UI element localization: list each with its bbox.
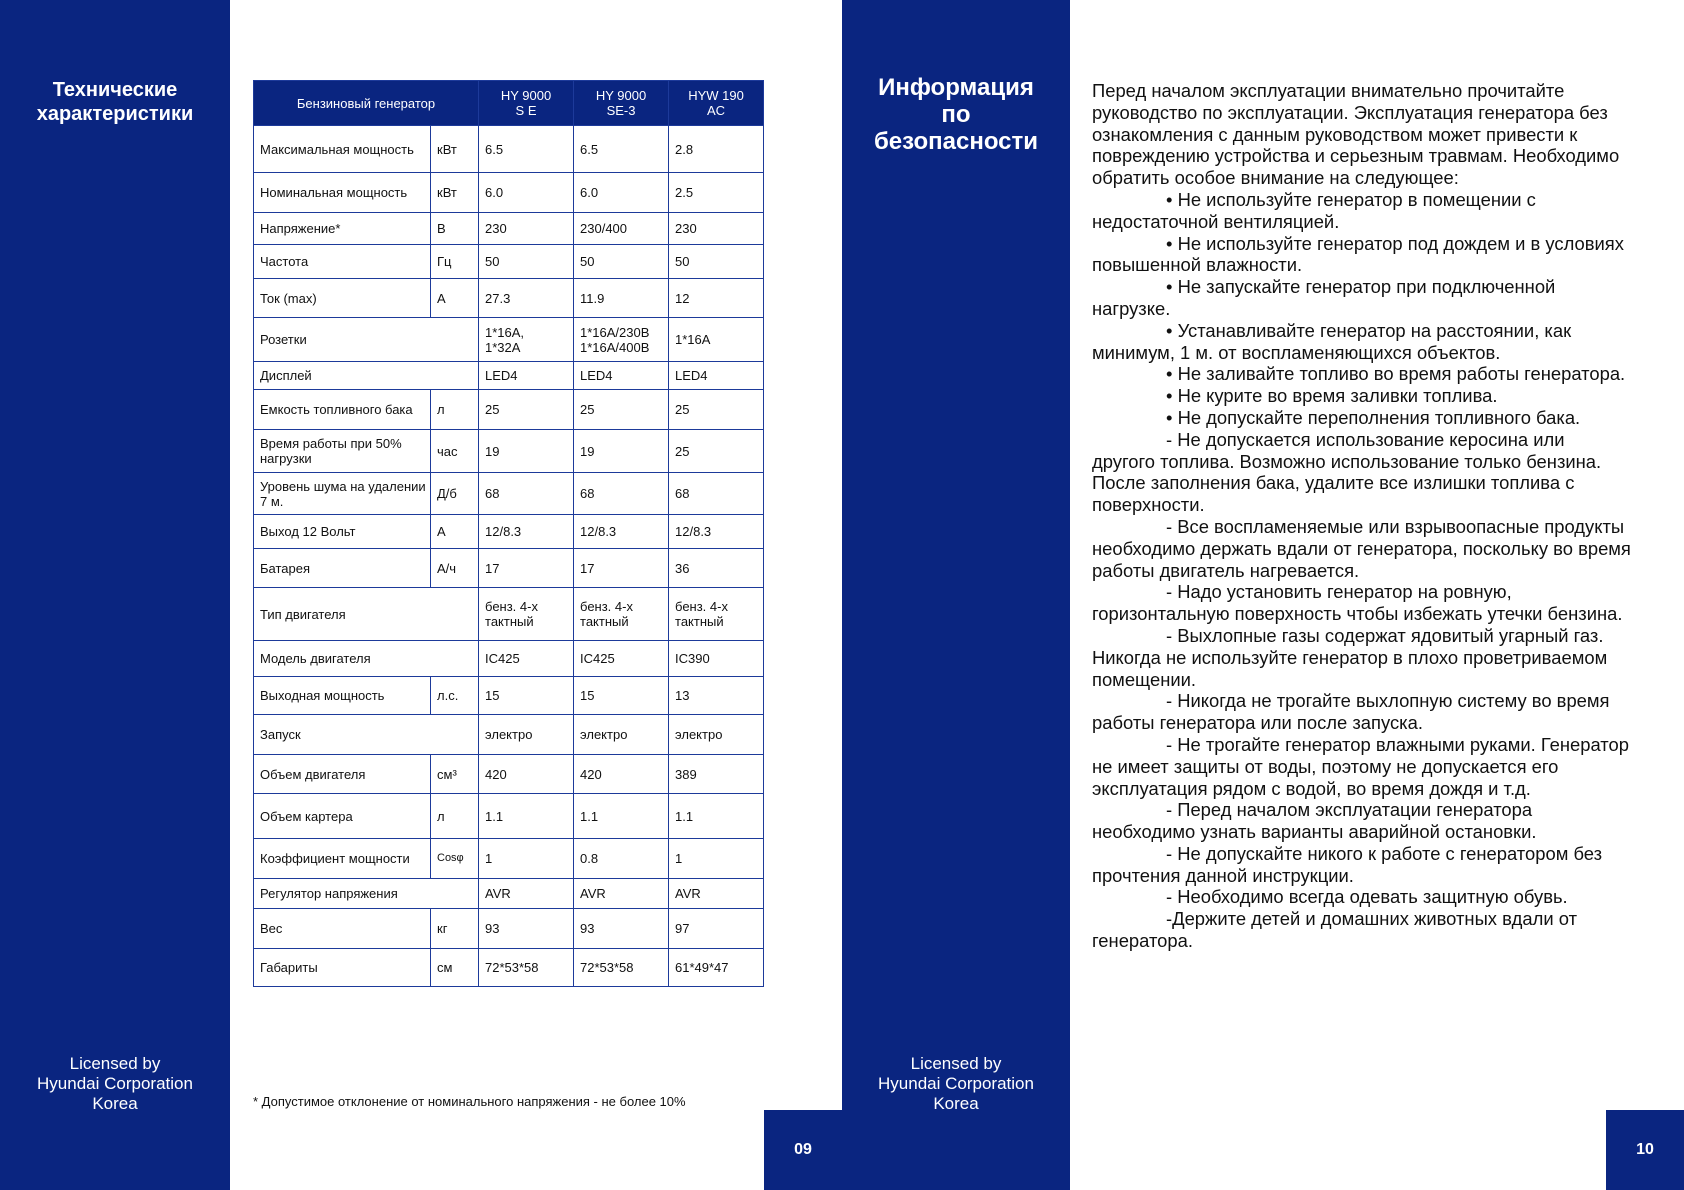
value-cell: 61*49*47 (669, 949, 764, 987)
bullet-text: Не допускайте переполнения топливного бака. (1177, 406, 1581, 428)
value-cell: 19 (574, 430, 669, 473)
value-cell: 19 (479, 430, 574, 473)
value-cell: 50 (479, 245, 574, 279)
safety-bullet (1092, 363, 1632, 385)
table-header-row (254, 81, 764, 126)
safety-rules (1092, 429, 1632, 952)
license-line: Hyundai Corporation (37, 1074, 193, 1093)
table-row (254, 949, 764, 987)
param-cell: Частота (254, 245, 431, 279)
param-cell: Коэффициент мощности (254, 839, 431, 879)
value-cell: 27.3 (479, 279, 574, 318)
title-line: по (941, 101, 971, 128)
value-cell: 1*16А/230В 1*16А/400В (574, 318, 669, 362)
table-row (254, 245, 764, 279)
title-line: Технические (52, 79, 178, 101)
value-cell: 12/8.3 (574, 515, 669, 549)
safety-bullet (1092, 233, 1632, 277)
unit-cell: л (431, 390, 479, 430)
param-cell: Запуск (254, 715, 479, 755)
param-cell: Выход 12 Вольт (254, 515, 431, 549)
license-line: Hyundai Corporation (878, 1074, 1034, 1093)
table-row (254, 126, 764, 173)
bullet-text: Устанавливайте генератор на расстоянии, как минимум, 1 м. от воспламеняющихся объектов. (1092, 319, 1572, 363)
bullet-text: Не запускайте генератор при подключенной нагрузке. (1092, 276, 1556, 319)
value-cell: электро (574, 715, 669, 755)
bullet-dot-icon: • (1166, 188, 1178, 210)
safety-rule (1092, 516, 1632, 581)
safety-rule (1092, 690, 1632, 734)
param-cell: Батарея (254, 549, 431, 588)
value-cell: 12 (669, 279, 764, 318)
param-cell: Тип двигателя (254, 588, 479, 641)
param-cell: Объем двигателя (254, 755, 431, 794)
value-cell: LED4 (669, 362, 764, 390)
value-cell: LED4 (479, 362, 574, 390)
value-cell: 230 (669, 213, 764, 245)
table-row (254, 279, 764, 318)
value-cell: 25 (669, 390, 764, 430)
right-sidebar (842, 0, 1070, 1190)
rule-text: - Перед началом эксплуатации генератора необходимо узнать варианты аварийной остановки. (1092, 799, 1537, 843)
table-row (254, 839, 764, 879)
value-cell: 17 (479, 549, 574, 588)
safety-rule (1092, 429, 1632, 516)
value-cell: 12/8.3 (479, 515, 574, 549)
param-cell: Габариты (254, 949, 431, 987)
table-row (254, 715, 764, 755)
unit-cell: А/ч (431, 549, 479, 588)
value-cell: 25 (479, 390, 574, 430)
bullet-dot-icon: • (1166, 232, 1178, 254)
table-row (254, 473, 764, 515)
bullet-dot-icon: • (1166, 319, 1178, 341)
table-row (254, 909, 764, 949)
page-number: 10 (1606, 1110, 1684, 1190)
table-row (254, 173, 764, 213)
table-row (254, 794, 764, 839)
value-cell: 389 (669, 755, 764, 794)
unit-cell: см (431, 949, 479, 987)
safety-rule (1092, 625, 1632, 690)
value-cell: 1 (479, 839, 574, 879)
value-cell: 230/400 (574, 213, 669, 245)
spec-table (253, 80, 764, 987)
unit-cell: л.с. (431, 677, 479, 715)
bullet-text: Не заливайте топливо во время работы генератора. (1177, 363, 1626, 385)
title-line: характеристики (36, 103, 194, 125)
value-cell: 6.5 (574, 126, 669, 173)
value-cell: 420 (479, 755, 574, 794)
bullet-dot-icon: • (1166, 385, 1178, 407)
value-cell: IC425 (479, 641, 574, 677)
table-row (254, 430, 764, 473)
unit-cell: кВт (431, 126, 479, 173)
safety-bullet (1092, 320, 1632, 364)
value-cell: AVR (479, 879, 574, 909)
param-cell: Время работы при 50% нагрузки (254, 430, 431, 473)
license-line: Licensed by (69, 1054, 161, 1073)
bullet-text: Не курите во время заливки топлива. (1177, 385, 1498, 407)
rule-text: - Не допускайте никого к работе с генератором без прочтения данной инструкции. (1092, 842, 1603, 886)
safety-rule (1092, 581, 1632, 625)
rule-text: - Не допускается использование керосина или другого топлива. Возможно использование только бензина. После заполнения бака, удалите все излишки топлива с поверхности. (1092, 428, 1602, 516)
value-cell: электро (669, 715, 764, 755)
value-cell: LED4 (574, 362, 669, 390)
value-cell: 1.1 (479, 794, 574, 839)
table-row (254, 515, 764, 549)
safety-bullets (1092, 189, 1632, 429)
license-line: Korea (933, 1094, 979, 1113)
value-cell: 50 (669, 245, 764, 279)
value-cell: 15 (479, 677, 574, 715)
license-line: Korea (92, 1094, 138, 1113)
value-cell: 13 (669, 677, 764, 715)
value-cell: 68 (574, 473, 669, 515)
value-cell: 72*53*58 (479, 949, 574, 987)
param-cell: Емкость топливного бака (254, 390, 431, 430)
page-number: 09 (764, 1110, 842, 1190)
left-page-title (0, 78, 230, 126)
safety-rule (1092, 908, 1632, 952)
value-cell: 2.5 (669, 173, 764, 213)
table-header-cell: HYW 190 AC (669, 81, 764, 126)
value-cell: AVR (669, 879, 764, 909)
value-cell: 25 (574, 390, 669, 430)
safety-rule (1092, 734, 1632, 799)
param-cell: Напряжение* (254, 213, 431, 245)
value-cell: 6.0 (479, 173, 574, 213)
value-cell: бенз. 4-х тактный (574, 588, 669, 641)
table-row (254, 362, 764, 390)
table-row (254, 213, 764, 245)
value-cell: 93 (479, 909, 574, 949)
param-cell: Уровень шума на удалении 7 м. (254, 473, 431, 515)
value-cell: 1 (669, 839, 764, 879)
param-cell: Вес (254, 909, 431, 949)
table-row (254, 879, 764, 909)
param-cell: Розетки (254, 318, 479, 362)
value-cell: 68 (479, 473, 574, 515)
unit-cell: А (431, 279, 479, 318)
param-cell: Модель двигателя (254, 641, 479, 677)
param-cell: Номинальная мощность (254, 173, 431, 213)
value-cell: 1*16А, 1*32А (479, 318, 574, 362)
unit-cell: Гц (431, 245, 479, 279)
bullet-dot-icon: • (1166, 406, 1178, 428)
value-cell: 11.9 (574, 279, 669, 318)
safety-bullet (1092, 276, 1632, 320)
value-cell: 2.8 (669, 126, 764, 173)
safety-text (1092, 80, 1632, 952)
unit-cell: кВт (431, 173, 479, 213)
unit-cell: час (431, 430, 479, 473)
safety-rule (1092, 843, 1632, 887)
table-row (254, 318, 764, 362)
table-header-cell: Бензиновый генератор (254, 81, 479, 126)
right-page-title (842, 74, 1070, 155)
value-cell: IC425 (574, 641, 669, 677)
safety-rule (1092, 799, 1632, 843)
unit-cell: В (431, 213, 479, 245)
value-cell: 15 (574, 677, 669, 715)
value-cell: бенз. 4-х тактный (479, 588, 574, 641)
unit-cell: Cosφ (431, 839, 479, 879)
value-cell: 1.1 (574, 794, 669, 839)
table-row (254, 390, 764, 430)
table-row (254, 549, 764, 588)
rule-text: - Надо установить генератор на ровную, горизонтальную поверхность чтобы избежать утечки бензина. (1092, 581, 1623, 625)
value-cell: 0.8 (574, 839, 669, 879)
value-cell: 6.5 (479, 126, 574, 173)
safety-rule (1092, 886, 1632, 908)
license-text (842, 1054, 1070, 1114)
title-line: Информация (878, 74, 1034, 101)
param-cell: Дисплей (254, 362, 479, 390)
value-cell: AVR (574, 879, 669, 909)
table-row (254, 641, 764, 677)
table-row (254, 588, 764, 641)
value-cell: 1*16А (669, 318, 764, 362)
license-line: Licensed by (910, 1054, 1002, 1073)
value-cell: 17 (574, 549, 669, 588)
title-line: безопасности (873, 128, 1039, 155)
rule-text: - Не трогайте генератор влажными руками. Генератор не имеет защиты от воды, поэтому не допускается его эксплуатация рядом с водой, во время дождя и т.д. (1092, 733, 1629, 799)
table-header-cell: HY 9000 S E (479, 81, 574, 126)
rule-text: -Держите детей и домашних животных вдали от генератора. (1092, 908, 1577, 952)
param-cell: Регулятор напряжения (254, 879, 479, 909)
param-cell: Максимальная мощность (254, 126, 431, 173)
safety-bullet (1092, 407, 1632, 429)
bullet-dot-icon: • (1166, 276, 1178, 298)
safety-intro: Перед началом эксплуатации внимательно прочитайте руководство по эксплуатации. Эксплуатация генератора без ознакомления с данным руководством может привести к повреждению устройства и серьезным травмам. Необходимо обратить особое внимание на следующее: (1092, 80, 1620, 189)
value-cell: 93 (574, 909, 669, 949)
bullet-text: Не используйте генератор под дождем и в условиях повышенной влажности. (1092, 232, 1624, 276)
rule-text: - Никогда не трогайте выхлопную систему во время работы генератора или после запуска. (1092, 690, 1610, 734)
table-row (254, 755, 764, 794)
unit-cell: А (431, 515, 479, 549)
rule-text: - Все воспламеняемые или взрывоопасные продукты необходимо держать вдали от генератора, поскольку во время работы двигатель нагревается. (1092, 515, 1631, 581)
value-cell: бенз. 4-х тактный (669, 588, 764, 641)
unit-cell: кг (431, 909, 479, 949)
value-cell: 12/8.3 (669, 515, 764, 549)
unit-cell: л (431, 794, 479, 839)
value-cell: IC390 (669, 641, 764, 677)
table-row (254, 677, 764, 715)
table-header-cell: HY 9000 SE-3 (574, 81, 669, 126)
value-cell: 230 (479, 213, 574, 245)
value-cell: 50 (574, 245, 669, 279)
rule-text: - Необходимо всегда одевать защитную обувь. (1166, 886, 1568, 908)
rule-text: - Выхлопные газы содержат ядовитый угарный газ. Никогда не используйте генератор в плохо проветриваемом помещении. (1092, 624, 1608, 690)
safety-bullet (1092, 189, 1632, 233)
footnote: * Допустимое отклонение от номинального напряжения - не более 10% (253, 1094, 686, 1109)
value-cell: 72*53*58 (574, 949, 669, 987)
value-cell: 420 (574, 755, 669, 794)
left-sidebar (0, 0, 230, 1190)
value-cell: 97 (669, 909, 764, 949)
value-cell: 6.0 (574, 173, 669, 213)
safety-bullet (1092, 385, 1632, 407)
param-cell: Ток (max) (254, 279, 431, 318)
param-cell: Объем картера (254, 794, 431, 839)
value-cell: 1.1 (669, 794, 764, 839)
bullet-dot-icon: • (1166, 363, 1178, 385)
unit-cell: Д/б (431, 473, 479, 515)
license-text (0, 1054, 230, 1114)
value-cell: 36 (669, 549, 764, 588)
bullet-text: Не используйте генератор в помещении с недостаточной вентиляцией. (1092, 188, 1536, 232)
value-cell: 25 (669, 430, 764, 473)
value-cell: электро (479, 715, 574, 755)
value-cell: 68 (669, 473, 764, 515)
unit-cell: см³ (431, 755, 479, 794)
param-cell: Выходная мощность (254, 677, 431, 715)
